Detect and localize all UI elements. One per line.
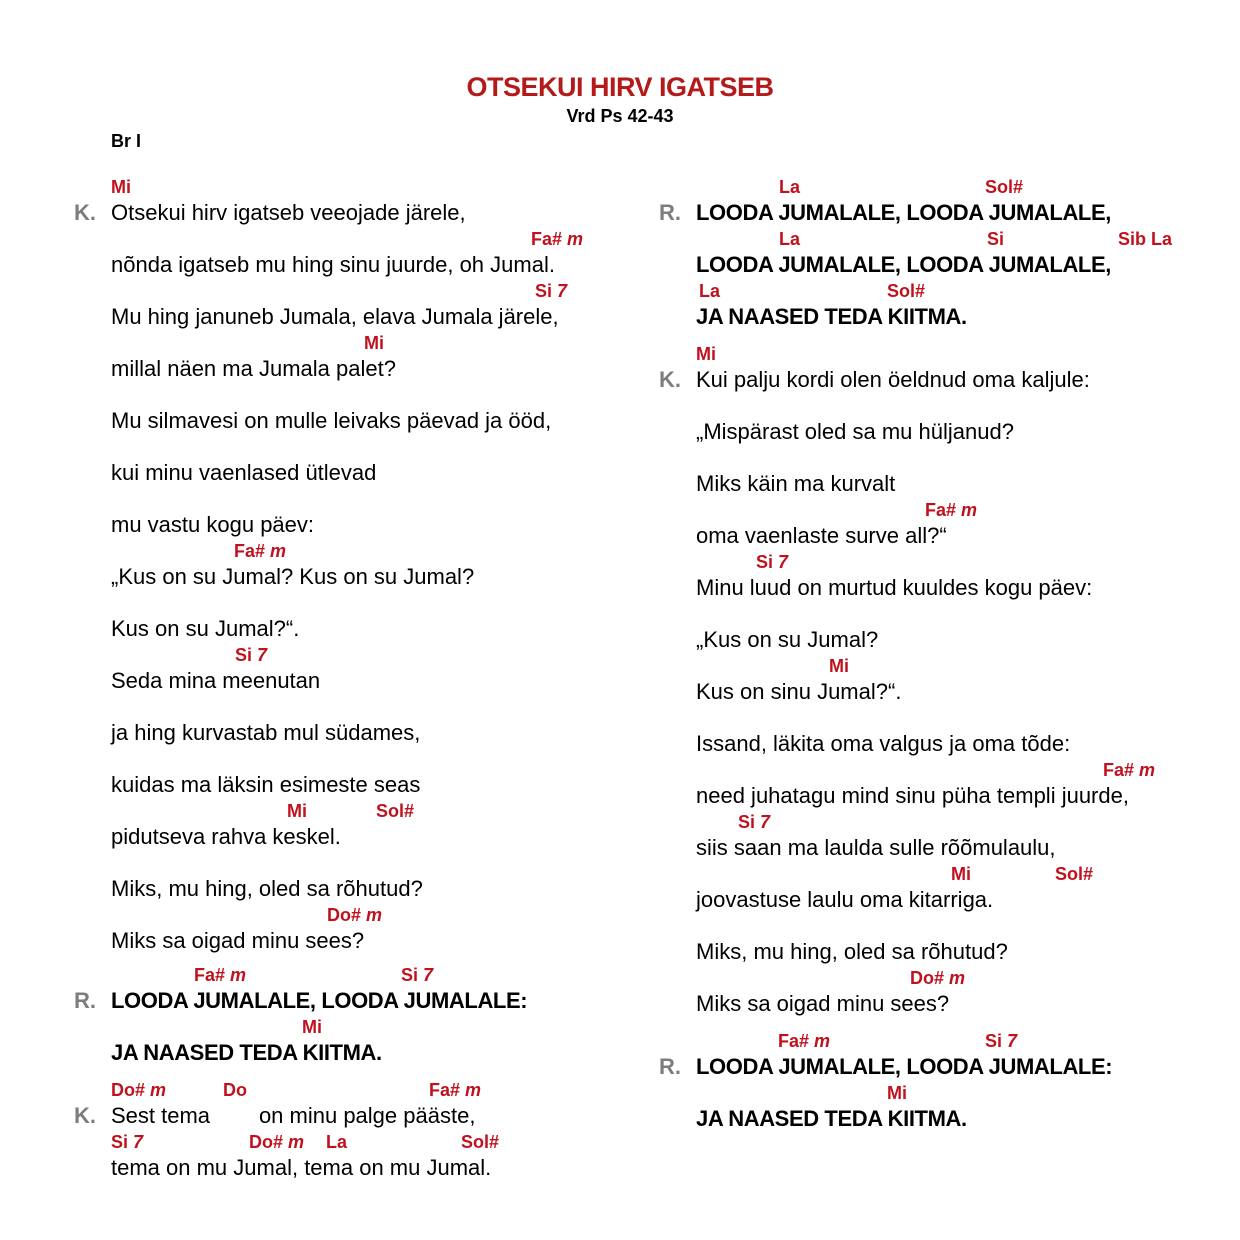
chord-row (74, 642, 634, 666)
song-line (74, 746, 634, 798)
song-line (74, 798, 634, 850)
song-line (74, 382, 634, 434)
song-line (659, 393, 1219, 445)
spacer (659, 330, 1219, 341)
chord-row (659, 1080, 1219, 1104)
song-title: OTSEKUI HIRV IGATSEB (466, 72, 774, 102)
song-line (659, 601, 1219, 653)
lyric-line: Minu luud on murtud kuuldes kogu päev: (696, 575, 1093, 600)
song-line (74, 902, 634, 954)
right-column (659, 174, 1219, 1132)
chord: Mi (951, 864, 971, 884)
song-line (74, 330, 634, 382)
song-source: Vrd Ps 42-43 (566, 106, 674, 126)
song-line (659, 226, 1219, 278)
song-line (74, 850, 634, 902)
chord-row (659, 497, 1219, 521)
chord: Sol# (376, 801, 415, 821)
song-line (659, 653, 1219, 705)
chord-row (74, 962, 634, 986)
lyric-line: JA NAASED TEDA KIITMA. (696, 1106, 967, 1131)
song-line (659, 549, 1219, 601)
chord: Mi (287, 801, 307, 821)
song-line (659, 497, 1219, 549)
lyric-line: mu vastu kogu päev: (111, 512, 315, 537)
chord-row (659, 174, 1219, 198)
song-line (659, 809, 1219, 861)
song-line (74, 590, 634, 642)
spacer (659, 1017, 1219, 1028)
lyric-line: joovastuse laulu oma kitarriga. (696, 887, 994, 912)
song-line (74, 1014, 634, 1066)
song-category: Br I (111, 131, 142, 151)
lyric-line: Mu hing januneb Jumala, elava Jumala järele, (111, 304, 559, 329)
chord: Si 7 (401, 965, 434, 985)
chord-row (659, 341, 1219, 365)
chord: Si 7 (738, 812, 771, 832)
song-line (659, 341, 1219, 393)
refrain-marker: R. (659, 1054, 681, 1079)
chord: La (699, 281, 721, 301)
chord-row (659, 549, 1219, 573)
chord-row (74, 902, 634, 926)
song-line (74, 174, 634, 226)
chord-row (74, 278, 634, 302)
chord: La (779, 177, 801, 197)
lyric-line: pidutseva rahva keskel. (111, 824, 341, 849)
spacer (74, 1066, 634, 1077)
chord: La (326, 1132, 348, 1152)
chord: Sib La (1118, 229, 1173, 249)
song-line (659, 913, 1219, 965)
chord: Fa# m (778, 1031, 831, 1051)
lyric-line: LOODA JUMALALE, LOODA JUMALALE: (696, 1054, 1113, 1079)
chord-row (74, 1014, 634, 1038)
lyric-line: Miks sa oigad minu sees? (111, 928, 365, 953)
chord: Sol# (887, 281, 926, 301)
chord-row (659, 757, 1219, 781)
chord-row (659, 809, 1219, 833)
song-line (74, 486, 634, 538)
chord-row (74, 174, 634, 198)
chord-row (659, 278, 1219, 302)
lyric-line: „Kus on su Jumal? Kus on su Jumal? (111, 564, 475, 589)
chord: Mi (887, 1083, 907, 1103)
lyric-line: ja hing kurvastab mul südames, (111, 720, 421, 745)
song-line (74, 538, 634, 590)
chord: Si 7 (985, 1031, 1018, 1051)
lyric-line: Otsekui hirv igatseb veeojade järele, (111, 200, 466, 225)
verse-marker: K. (74, 1103, 96, 1128)
chord: Do# m (249, 1132, 305, 1152)
song-line (74, 226, 634, 278)
lyric-line: JA NAASED TEDA KIITMA. (696, 304, 967, 329)
chord: Fa# m (925, 500, 978, 520)
chord: Mi (829, 656, 849, 676)
song-line (659, 1080, 1219, 1132)
lyric-line: Miks, mu hing, oled sa rõhutud? (111, 876, 423, 901)
chord: Si 7 (756, 552, 789, 572)
chord: Sol# (461, 1132, 500, 1152)
lyric-line: Sest tema on minu palge pääste, (111, 1103, 476, 1128)
song-line (74, 1129, 634, 1181)
lyric-line: Kus on su Jumal?“. (111, 616, 300, 641)
lyric-line: Kui palju kordi olen öeldnud oma kaljule: (696, 367, 1090, 392)
chord-row (659, 1028, 1219, 1052)
lyric-line: Miks käin ma kurvalt (696, 471, 896, 496)
chord: Mi (364, 333, 384, 353)
chord: Si (987, 229, 1005, 249)
lyric-line: tema on mu Jumal, tema on mu Jumal. (111, 1155, 492, 1180)
song-line (74, 434, 634, 486)
lyric-line: Mu silmavesi on mulle leivaks päevad ja ööd, (111, 408, 552, 433)
lyric-line: kuidas ma läksin esimeste seas (111, 772, 421, 797)
lyric-line: Seda mina meenutan (111, 668, 321, 693)
lyric-line: LOODA JUMALALE, LOODA JUMALALE: (111, 988, 528, 1013)
song-line (659, 757, 1219, 809)
chord-row (74, 1077, 634, 1101)
chord: Fa# m (1103, 760, 1156, 780)
chord: Fa# m (429, 1080, 482, 1100)
chord-row (659, 653, 1219, 677)
chord: Do# m (910, 968, 966, 988)
lyric-line: Miks, mu hing, oled sa rõhutud? (696, 939, 1008, 964)
song-line (74, 694, 634, 746)
left-column (74, 174, 634, 1181)
song-line (659, 278, 1219, 330)
lyric-line: LOODA JUMALALE, LOODA JUMALALE, (696, 200, 1111, 225)
chord: Sol# (1055, 864, 1094, 884)
song-line (74, 962, 634, 1014)
chord-row (74, 1129, 634, 1153)
song-line (74, 1077, 634, 1129)
song-line (659, 445, 1219, 497)
song-line (659, 174, 1219, 226)
chord: Do# m (327, 905, 383, 925)
lyric-line: oma vaenlaste surve all?“ (696, 523, 947, 548)
chord: La (779, 229, 801, 249)
chord: Mi (111, 177, 131, 197)
chord-row (74, 330, 634, 354)
chord-row (659, 861, 1219, 885)
lyric-line: „Kus on su Jumal? (696, 627, 879, 652)
lyric-line: siis saan ma laulda sulle rõõmulaulu, (696, 835, 1056, 860)
chord: Mi (302, 1017, 322, 1037)
song-line (659, 965, 1219, 1017)
chord: Si 7 (111, 1132, 144, 1152)
chord-row (659, 965, 1219, 989)
lyric-line: Kus on sinu Jumal?“. (696, 679, 902, 704)
lyric-line: Issand, läkita oma valgus ja oma tõde: (696, 731, 1071, 756)
song-line (659, 1028, 1219, 1080)
refrain-marker: R. (74, 988, 96, 1013)
lyric-line: „Mispärast oled sa mu hüljanud? (696, 419, 1014, 444)
lyric-line: LOODA JUMALALE, LOODA JUMALALE, (696, 252, 1111, 277)
song-line (659, 861, 1219, 913)
chord-row (74, 798, 634, 822)
chord: Do (223, 1080, 247, 1100)
chord: Si 7 (235, 645, 268, 665)
refrain-marker: R. (659, 200, 681, 225)
lyric-line: kui minu vaenlased ütlevad (111, 460, 377, 485)
verse-marker: K. (74, 200, 96, 225)
song-line (74, 278, 634, 330)
chord-row (74, 538, 634, 562)
chord: Do# m (111, 1080, 167, 1100)
chord: Fa# m (531, 229, 584, 249)
chord-row (74, 226, 634, 250)
chord: Fa# m (234, 541, 287, 561)
song-line (659, 705, 1219, 757)
chord-row (659, 226, 1219, 250)
song-line (74, 642, 634, 694)
chord: Sol# (985, 177, 1024, 197)
lyric-line: millal näen ma Jumala palet? (111, 356, 396, 381)
chord: Fa# m (194, 965, 247, 985)
verse-marker: K. (659, 367, 681, 392)
chord: Mi (696, 344, 716, 364)
spacer (74, 954, 634, 962)
chord: Si 7 (535, 281, 568, 301)
lyric-line: Miks sa oigad minu sees? (696, 991, 950, 1016)
lyric-line: need juhatagu mind sinu püha templi juurde, (696, 783, 1129, 808)
lyric-line: nõnda igatseb mu hing sinu juurde, oh Jumal. (111, 252, 555, 277)
lyric-line: JA NAASED TEDA KIITMA. (111, 1040, 382, 1065)
